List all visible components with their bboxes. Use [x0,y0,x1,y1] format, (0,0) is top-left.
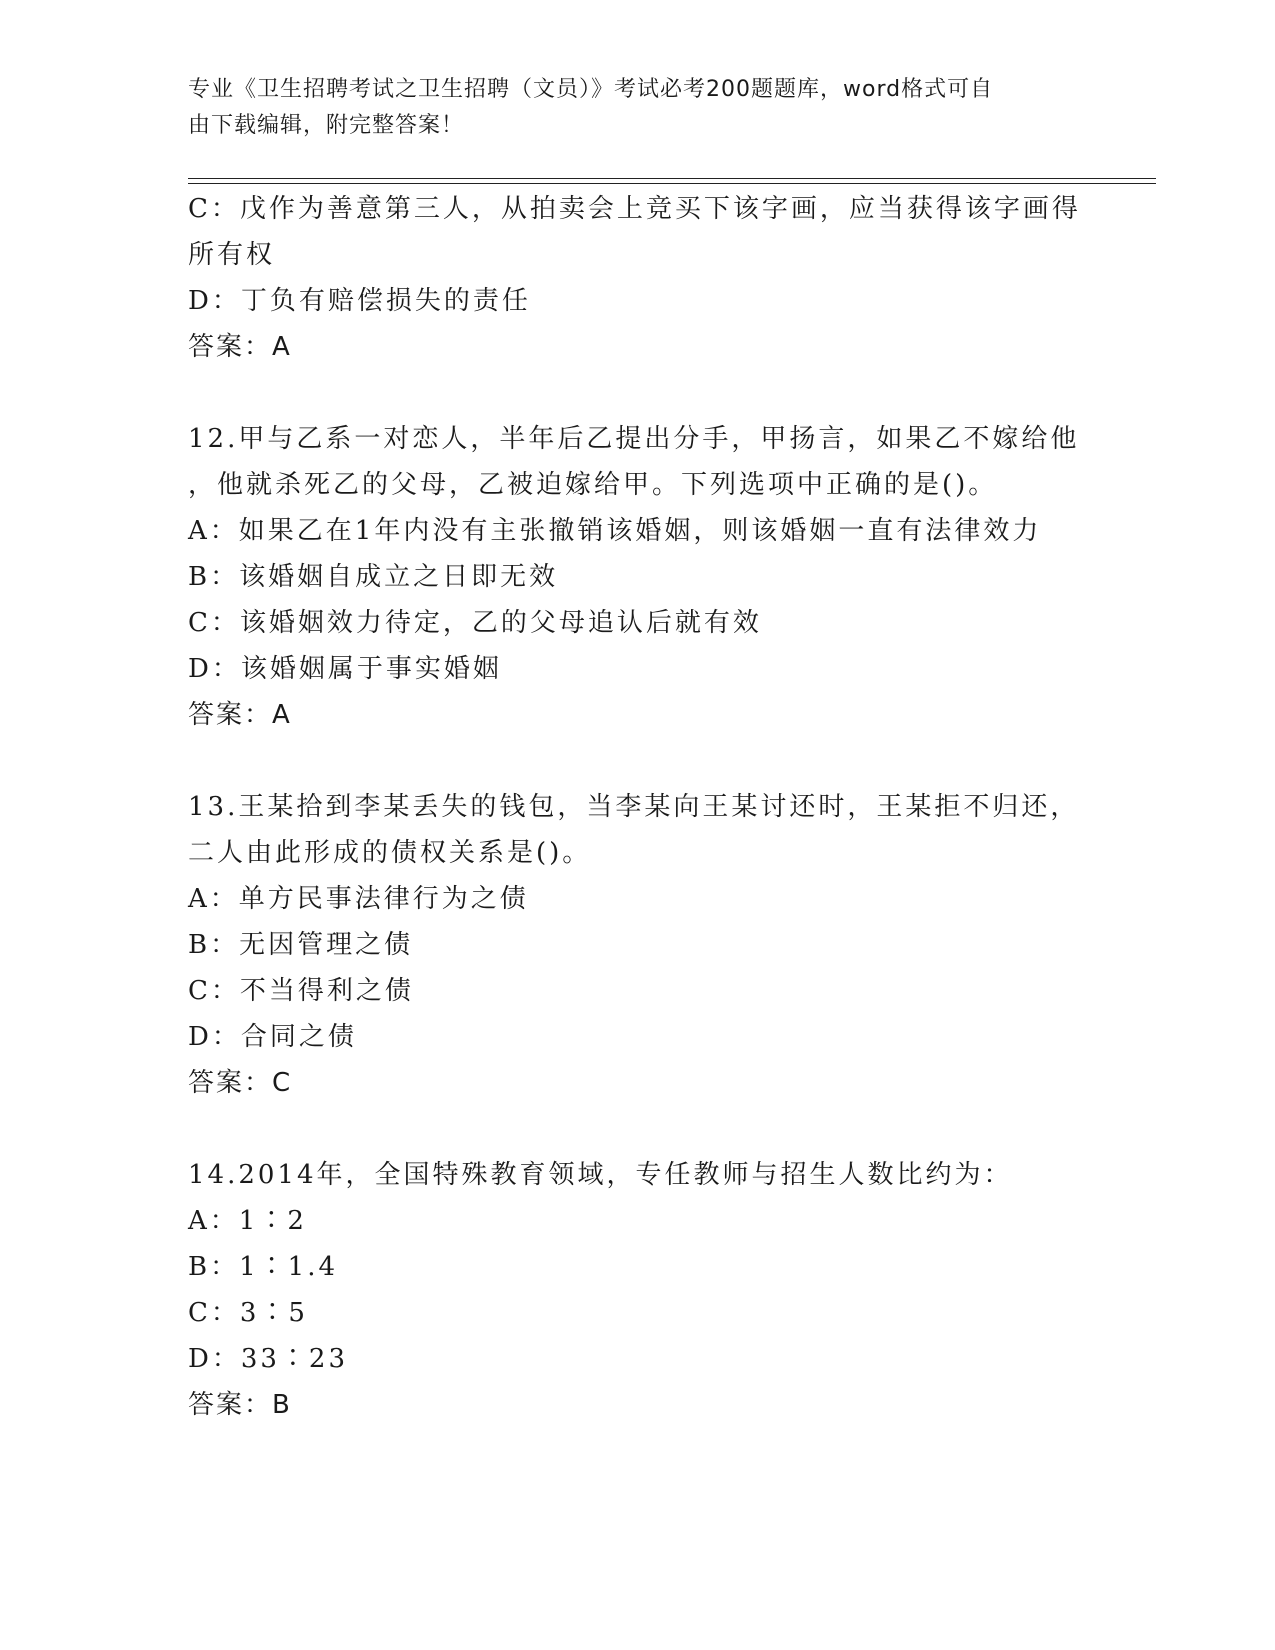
option-c-continued: 所有权 [188,240,276,270]
option-c: C：3∶5 [188,1298,308,1328]
option-a: A：如果乙在1年内没有主张撤销该婚姻，则该婚姻一直有法律效力 [188,516,1042,546]
option-d: D：该婚姻属于事实婚姻 [188,654,502,684]
question-stem-continued: ，他就杀死乙的父母，乙被迫嫁给甲。下列选项中正确的是()。 [188,470,998,500]
question-11 [188,186,1088,370]
option-c: C：不当得利之债 [188,976,414,1006]
answer: 答案：C [188,1068,293,1098]
answer: 答案：A [188,700,292,730]
header-line-1: 专业《卫生招聘考试之卫生招聘（文员）》考试必考200题题库，word格式可自 [188,77,994,102]
question-stem-continued: 二人由此形成的债权关系是()。 [188,838,592,868]
question-stem: 12.甲与乙系一对恋人，半年后乙提出分手，甲扬言，如果乙不嫁给他 [188,424,1080,454]
header-line-2: 由下载编辑，附完整答案！ [188,113,465,138]
option-b: B：该婚姻自成立之日即无效 [188,562,559,592]
question-list [188,186,1088,1428]
option-c: C：戊作为善意第三人，从拍卖会上竞买下该字画，应当获得该字画得 [188,194,1081,224]
answer: 答案：A [188,332,292,362]
question-stem: 14.2014年，全国特殊教育领域，专任教师与招生人数比约为： [188,1160,1013,1190]
question-12 [188,416,1088,738]
option-b: B：1∶1.4 [188,1252,338,1282]
header-divider-bottom [188,183,1156,184]
answer: 答案：B [188,1390,292,1420]
question-stem: 13.王某拾到李某丢失的钱包，当李某向王某讨还时，王某拒不归还， [188,792,1080,822]
option-d: D：合同之债 [188,1022,357,1052]
header-divider-top [188,178,1156,179]
option-c: C：该婚姻效力待定，乙的父母追认后就有效 [188,608,762,638]
document-header [188,72,1068,144]
option-a: A：1∶2 [188,1206,307,1236]
option-d: D：丁负有赔偿损失的责任 [188,286,531,316]
question-14 [188,1152,1088,1428]
option-b: B：无因管理之债 [188,930,414,960]
option-d: D：33∶23 [188,1344,349,1374]
question-13 [188,784,1088,1106]
option-a: A：单方民事法律行为之债 [188,884,529,914]
